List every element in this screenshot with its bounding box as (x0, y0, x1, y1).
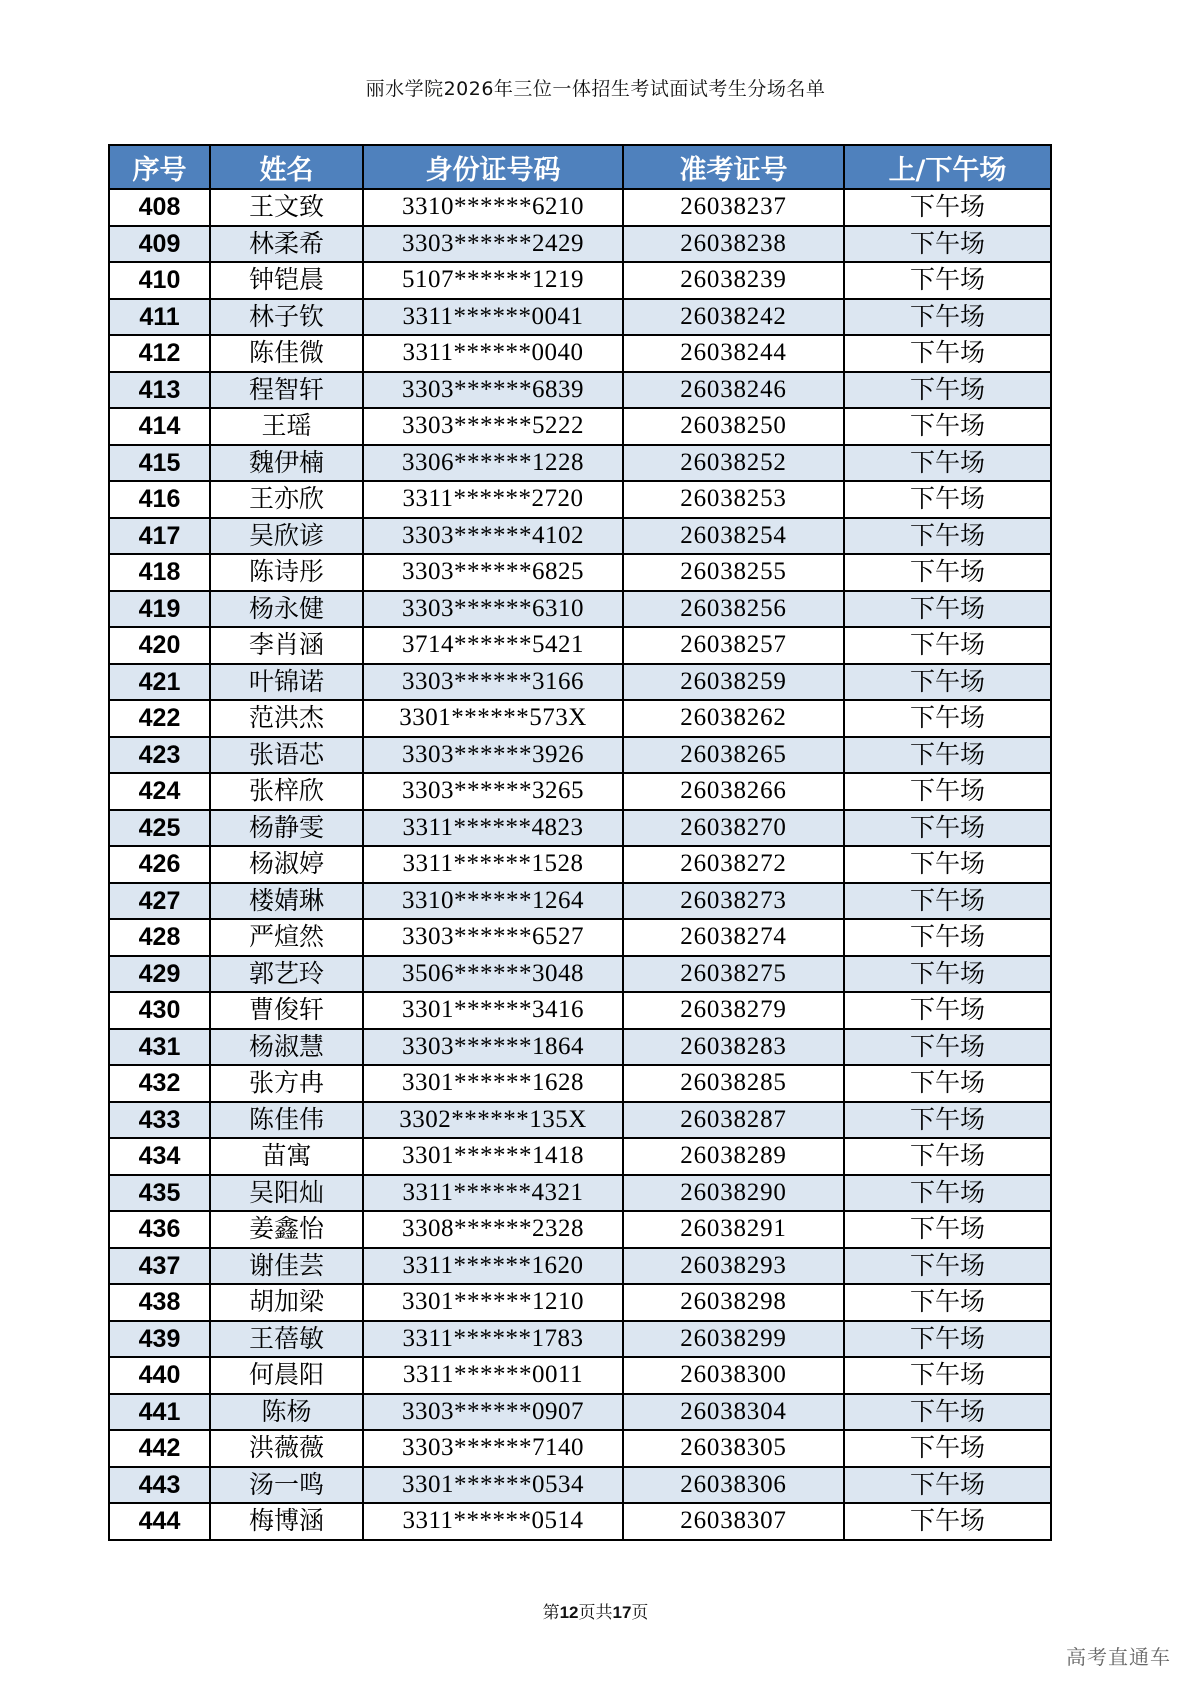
total-pages-number: 17 (612, 1603, 632, 1622)
cell-no: 412 (109, 335, 210, 372)
cell-exam-number: 26038265 (623, 737, 844, 774)
cell-name: 谢佳芸 (210, 1248, 363, 1285)
cell-name: 吴欣谚 (210, 518, 363, 555)
cell-exam-number: 26038298 (623, 1284, 844, 1321)
cell-exam-number: 26038300 (623, 1357, 844, 1394)
cell-session: 下午场 (844, 1284, 1051, 1321)
cell-exam-number: 26038273 (623, 883, 844, 920)
cell-id-number: 3303******1864 (363, 1029, 623, 1066)
cell-exam-number: 26038287 (623, 1102, 844, 1139)
cell-name: 楼婧琳 (210, 883, 363, 920)
cell-session: 下午场 (844, 335, 1051, 372)
table-row (109, 372, 1051, 409)
document-title: 丽水学院2026年三位一体招生考试面试考生分场名单 (365, 78, 826, 100)
cell-id-number: 3311******0011 (363, 1357, 623, 1394)
table-row (109, 445, 1051, 482)
table-row (109, 956, 1051, 993)
cell-session: 下午场 (844, 1503, 1051, 1540)
cell-name: 姜鑫怡 (210, 1211, 363, 1248)
table-row (109, 481, 1051, 518)
cell-name: 张方冉 (210, 1065, 363, 1102)
cell-session: 下午场 (844, 591, 1051, 628)
cell-exam-number: 26038238 (623, 226, 844, 263)
cell-no: 417 (109, 518, 210, 555)
cell-id-number: 3311******0041 (363, 299, 623, 336)
cell-no: 410 (109, 262, 210, 299)
column-header-exam-number: 准考证号 (623, 145, 844, 189)
table-row (109, 1284, 1051, 1321)
cell-no: 434 (109, 1138, 210, 1175)
table-row (109, 189, 1051, 226)
cell-exam-number: 26038270 (623, 810, 844, 847)
cell-name: 陈佳微 (210, 335, 363, 372)
cell-name: 林子钦 (210, 299, 363, 336)
cell-exam-number: 26038279 (623, 992, 844, 1029)
column-header-id-number: 身份证号码 (363, 145, 623, 189)
cell-name: 严煊然 (210, 919, 363, 956)
cell-name: 洪薇薇 (210, 1430, 363, 1467)
cell-no: 440 (109, 1357, 210, 1394)
cell-id-number: 3301******1210 (363, 1284, 623, 1321)
cell-no: 443 (109, 1467, 210, 1504)
cell-id-number: 3311******4823 (363, 810, 623, 847)
table-row (109, 226, 1051, 263)
table-row (109, 591, 1051, 628)
cell-id-number: 5107******1219 (363, 262, 623, 299)
cell-exam-number: 26038266 (623, 773, 844, 810)
footer-middle: 页共 (578, 1603, 613, 1623)
cell-name: 吴阳灿 (210, 1175, 363, 1212)
cell-no: 425 (109, 810, 210, 847)
table-row (109, 1211, 1051, 1248)
cell-id-number: 3310******6210 (363, 189, 623, 226)
cell-no: 435 (109, 1175, 210, 1212)
cell-exam-number: 26038250 (623, 408, 844, 445)
table-row (109, 1138, 1051, 1175)
cell-no: 444 (109, 1503, 210, 1540)
cell-no: 427 (109, 883, 210, 920)
cell-name: 梅博涵 (210, 1503, 363, 1540)
cell-no: 423 (109, 737, 210, 774)
cell-exam-number: 26038305 (623, 1430, 844, 1467)
cell-no: 429 (109, 956, 210, 993)
cell-exam-number: 26038246 (623, 372, 844, 409)
cell-no: 436 (109, 1211, 210, 1248)
cell-exam-number: 26038304 (623, 1394, 844, 1431)
cell-name: 杨静雯 (210, 810, 363, 847)
cell-exam-number: 26038255 (623, 554, 844, 591)
cell-session: 下午场 (844, 1102, 1051, 1139)
cell-no: 420 (109, 627, 210, 664)
cell-name: 程智轩 (210, 372, 363, 409)
cell-id-number: 3303******4102 (363, 518, 623, 555)
cell-session: 下午场 (844, 554, 1051, 591)
cell-id-number: 3301******1418 (363, 1138, 623, 1175)
table-row (109, 1175, 1051, 1212)
table-row (109, 335, 1051, 372)
cell-session: 下午场 (844, 773, 1051, 810)
cell-exam-number: 26038299 (623, 1321, 844, 1358)
cell-session: 下午场 (844, 299, 1051, 336)
cell-no: 413 (109, 372, 210, 409)
cell-session: 下午场 (844, 810, 1051, 847)
table-row (109, 518, 1051, 555)
cell-no: 441 (109, 1394, 210, 1431)
cell-name: 杨永健 (210, 591, 363, 628)
cell-no: 411 (109, 299, 210, 336)
cell-no: 431 (109, 1029, 210, 1066)
cell-name: 汤一鸣 (210, 1467, 363, 1504)
cell-id-number: 3506******3048 (363, 956, 623, 993)
cell-no: 419 (109, 591, 210, 628)
table-row (109, 1394, 1051, 1431)
table-row (109, 1430, 1051, 1467)
cell-no: 408 (109, 189, 210, 226)
cell-no: 421 (109, 664, 210, 701)
cell-id-number: 3301******3416 (363, 992, 623, 1029)
table-row (109, 919, 1051, 956)
cell-id-number: 3303******3166 (363, 664, 623, 701)
cell-id-number: 3303******6825 (363, 554, 623, 591)
cell-no: 416 (109, 481, 210, 518)
cell-no: 438 (109, 1284, 210, 1321)
cell-no: 426 (109, 846, 210, 883)
column-header-no: 序号 (109, 145, 210, 189)
cell-session: 下午场 (844, 737, 1051, 774)
candidate-table (108, 144, 1052, 1541)
cell-name: 杨淑慧 (210, 1029, 363, 1066)
table-row (109, 1503, 1051, 1540)
cell-name: 王瑶 (210, 408, 363, 445)
cell-exam-number: 26038275 (623, 956, 844, 993)
cell-id-number: 3301******1628 (363, 1065, 623, 1102)
cell-name: 张梓欣 (210, 773, 363, 810)
cell-session: 下午场 (844, 664, 1051, 701)
cell-no: 424 (109, 773, 210, 810)
cell-name: 张语芯 (210, 737, 363, 774)
cell-session: 下午场 (844, 700, 1051, 737)
cell-session: 下午场 (844, 1029, 1051, 1066)
cell-session: 下午场 (844, 481, 1051, 518)
cell-session: 下午场 (844, 627, 1051, 664)
table-row (109, 554, 1051, 591)
cell-exam-number: 26038307 (623, 1503, 844, 1540)
table-row (109, 299, 1051, 336)
cell-id-number: 3302******135X (363, 1102, 623, 1139)
table-row (109, 1029, 1051, 1066)
cell-exam-number: 26038285 (623, 1065, 844, 1102)
table-row (109, 1065, 1051, 1102)
cell-no: 415 (109, 445, 210, 482)
table-row (109, 846, 1051, 883)
cell-name: 范洪杰 (210, 700, 363, 737)
cell-session: 下午场 (844, 1467, 1051, 1504)
cell-id-number: 3301******0534 (363, 1467, 623, 1504)
cell-session: 下午场 (844, 1211, 1051, 1248)
cell-exam-number: 26038259 (623, 664, 844, 701)
page-footer (0, 1598, 1191, 1623)
cell-id-number: 3311******2720 (363, 481, 623, 518)
footer-prefix: 第 (542, 1603, 560, 1623)
cell-id-number: 3311******1783 (363, 1321, 623, 1358)
cell-session: 下午场 (844, 1138, 1051, 1175)
cell-session: 下午场 (844, 1065, 1051, 1102)
cell-name: 曹俊轩 (210, 992, 363, 1029)
cell-exam-number: 26038242 (623, 299, 844, 336)
cell-name: 郭艺玲 (210, 956, 363, 993)
cell-name: 陈诗彤 (210, 554, 363, 591)
cell-exam-number: 26038253 (623, 481, 844, 518)
table-row (109, 1357, 1051, 1394)
cell-name: 杨淑婷 (210, 846, 363, 883)
cell-exam-number: 26038254 (623, 518, 844, 555)
table-row (109, 992, 1051, 1029)
cell-exam-number: 26038306 (623, 1467, 844, 1504)
cell-no: 439 (109, 1321, 210, 1358)
table-row (109, 664, 1051, 701)
cell-no: 428 (109, 919, 210, 956)
cell-exam-number: 26038252 (623, 445, 844, 482)
cell-id-number: 3308******2328 (363, 1211, 623, 1248)
cell-id-number: 3303******6527 (363, 919, 623, 956)
table-row (109, 1102, 1051, 1139)
cell-id-number: 3311******0514 (363, 1503, 623, 1540)
cell-session: 下午场 (844, 262, 1051, 299)
cell-session: 下午场 (844, 1248, 1051, 1285)
table-row (109, 737, 1051, 774)
cell-session: 下午场 (844, 992, 1051, 1029)
cell-id-number: 3303******3265 (363, 773, 623, 810)
cell-id-number: 3311******1620 (363, 1248, 623, 1285)
cell-session: 下午场 (844, 189, 1051, 226)
footer-suffix: 页 (631, 1603, 649, 1623)
cell-session: 下午场 (844, 883, 1051, 920)
table-row (109, 773, 1051, 810)
cell-no: 433 (109, 1102, 210, 1139)
cell-id-number: 3303******7140 (363, 1430, 623, 1467)
cell-id-number: 3311******0040 (363, 335, 623, 372)
cell-id-number: 3303******6310 (363, 591, 623, 628)
cell-session: 下午场 (844, 445, 1051, 482)
cell-name: 王蓓敏 (210, 1321, 363, 1358)
current-page-number: 12 (559, 1603, 579, 1622)
table-row (109, 1467, 1051, 1504)
cell-session: 下午场 (844, 1321, 1051, 1358)
cell-name: 陈杨 (210, 1394, 363, 1431)
cell-name: 林柔希 (210, 226, 363, 263)
cell-name: 何晨阳 (210, 1357, 363, 1394)
cell-name: 胡加梁 (210, 1284, 363, 1321)
cell-exam-number: 26038239 (623, 262, 844, 299)
cell-name: 叶锦诺 (210, 664, 363, 701)
cell-exam-number: 26038290 (623, 1175, 844, 1212)
cell-session: 下午场 (844, 846, 1051, 883)
cell-exam-number: 26038283 (623, 1029, 844, 1066)
cell-session: 下午场 (844, 372, 1051, 409)
cell-no: 430 (109, 992, 210, 1029)
cell-name: 王文致 (210, 189, 363, 226)
cell-id-number: 3311******1528 (363, 846, 623, 883)
cell-exam-number: 26038237 (623, 189, 844, 226)
table-row (109, 262, 1051, 299)
cell-session: 下午场 (844, 1175, 1051, 1212)
table-row (109, 627, 1051, 664)
cell-exam-number: 26038244 (623, 335, 844, 372)
cell-exam-number: 26038289 (623, 1138, 844, 1175)
cell-exam-number: 26038256 (623, 591, 844, 628)
cell-exam-number: 26038293 (623, 1248, 844, 1285)
cell-name: 钟铠晨 (210, 262, 363, 299)
cell-exam-number: 26038257 (623, 627, 844, 664)
cell-session: 下午场 (844, 1430, 1051, 1467)
cell-id-number: 3303******2429 (363, 226, 623, 263)
table-row (109, 408, 1051, 445)
cell-name: 陈佳伟 (210, 1102, 363, 1139)
table-row (109, 1321, 1051, 1358)
table-row (109, 1248, 1051, 1285)
cell-no: 414 (109, 408, 210, 445)
cell-id-number: 3301******573X (363, 700, 623, 737)
cell-name: 李肖涵 (210, 627, 363, 664)
cell-session: 下午场 (844, 1394, 1051, 1431)
cell-id-number: 3714******5421 (363, 627, 623, 664)
cell-exam-number: 26038274 (623, 919, 844, 956)
column-header-session: 上/下午场 (844, 145, 1051, 189)
cell-id-number: 3303******3926 (363, 737, 623, 774)
cell-session: 下午场 (844, 226, 1051, 263)
cell-name: 王亦欣 (210, 481, 363, 518)
cell-session: 下午场 (844, 956, 1051, 993)
cell-session: 下午场 (844, 919, 1051, 956)
cell-id-number: 3303******6839 (363, 372, 623, 409)
cell-session: 下午场 (844, 408, 1051, 445)
source-watermark: 高考直通车 (1066, 1645, 1171, 1669)
cell-exam-number: 26038272 (623, 846, 844, 883)
cell-no: 432 (109, 1065, 210, 1102)
cell-id-number: 3310******1264 (363, 883, 623, 920)
cell-id-number: 3306******1228 (363, 445, 623, 482)
cell-no: 442 (109, 1430, 210, 1467)
cell-id-number: 3311******4321 (363, 1175, 623, 1212)
cell-no: 409 (109, 226, 210, 263)
cell-exam-number: 26038262 (623, 700, 844, 737)
column-header-name: 姓名 (210, 145, 363, 189)
table-row (109, 810, 1051, 847)
table-row (109, 700, 1051, 737)
cell-no: 418 (109, 554, 210, 591)
table-body (109, 189, 1051, 1540)
cell-exam-number: 26038291 (623, 1211, 844, 1248)
table-header-row (109, 145, 1051, 189)
cell-id-number: 3303******5222 (363, 408, 623, 445)
cell-id-number: 3303******0907 (363, 1394, 623, 1431)
cell-name: 苗寓 (210, 1138, 363, 1175)
table-row (109, 883, 1051, 920)
cell-session: 下午场 (844, 1357, 1051, 1394)
cell-no: 422 (109, 700, 210, 737)
cell-name: 魏伊楠 (210, 445, 363, 482)
cell-no: 437 (109, 1248, 210, 1285)
cell-session: 下午场 (844, 518, 1051, 555)
